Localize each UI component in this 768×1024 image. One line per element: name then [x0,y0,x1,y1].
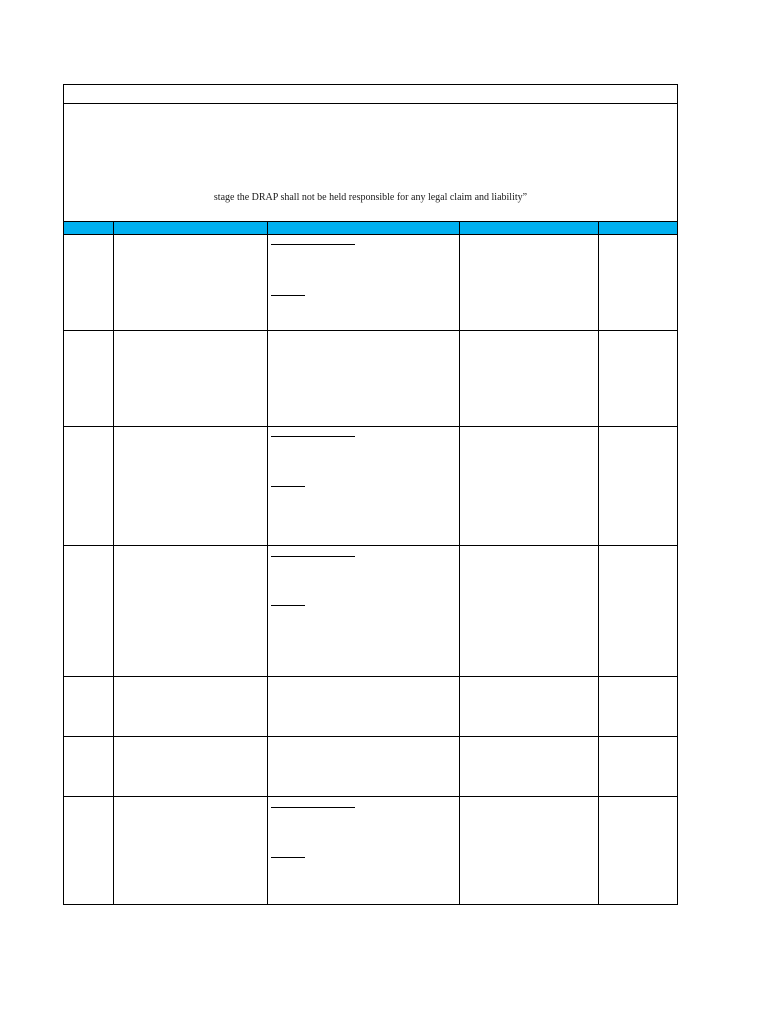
row-divider-2 [64,426,677,427]
row-divider-3 [64,545,677,546]
row3-underline-long [271,436,355,437]
row-divider-1 [64,330,677,331]
document-table [63,84,678,905]
disclaimer-notice-text: stage the DRAP shall not be held responsible for any legal claim and liability” [213,192,528,203]
table-title-row [64,85,677,104]
row1-underline-long [271,244,355,245]
row1-underline-short [271,295,305,296]
row-divider-4 [64,676,677,677]
column-divider-1 [113,221,114,904]
disclaimer-notice-row [64,104,677,221]
row3-underline-short [271,486,305,487]
row7-underline-long [271,807,355,808]
table-header-row [64,221,677,235]
row-divider-5 [64,736,677,737]
column-divider-3 [459,221,460,904]
row4-underline-short [271,605,305,606]
column-divider-2 [267,221,268,904]
row7-underline-short [271,857,305,858]
column-divider-4 [598,221,599,904]
row4-underline-long [271,556,355,557]
row-divider-6 [64,796,677,797]
